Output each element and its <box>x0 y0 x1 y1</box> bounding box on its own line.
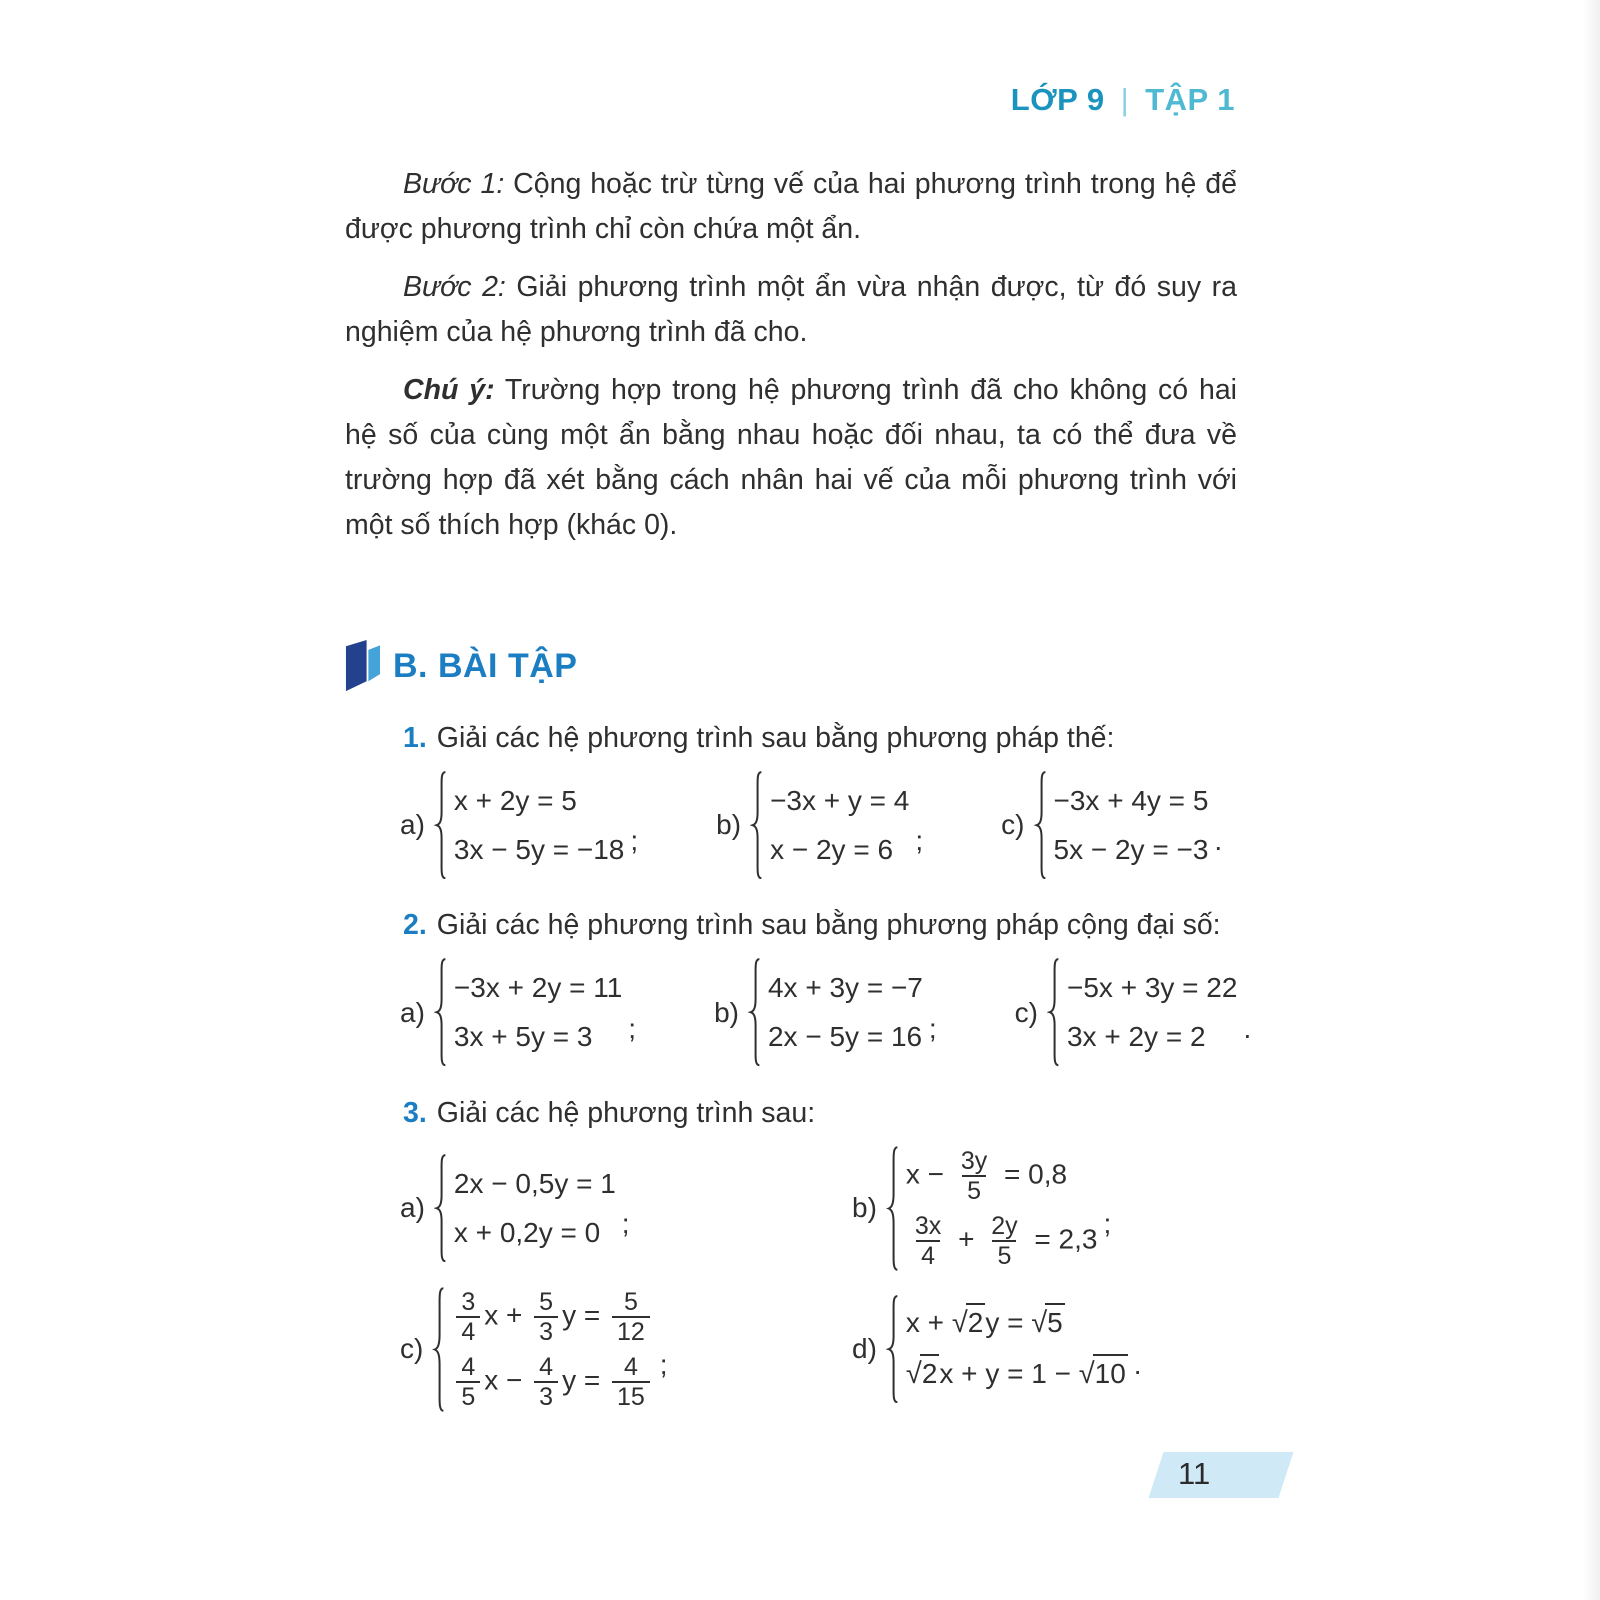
left-brace-icon <box>1034 771 1047 879</box>
system-label: c) <box>1014 996 1038 1028</box>
step2-lead: Bước 2: <box>403 271 506 304</box>
note-body: Trường hợp trong hệ phương trình đã cho không có hai hệ số của cùng một ẩn bằng nhau hoặc đối nhau, ta có thể đưa về trường hợp đã xét bằng cách nhân hai vế của mỗi phương trình với một số thích hợp (khác 0). <box>345 374 1237 542</box>
grade-label: LỚP 9 <box>1010 82 1105 117</box>
equation: 3x + 5y = 3 <box>453 1021 593 1053</box>
equation-system-1a <box>400 771 638 879</box>
equation: 4x + 3y = −7 <box>767 972 923 1004</box>
system-suffix: ; <box>659 1349 668 1381</box>
page-number-band <box>1149 1452 1294 1498</box>
exercise-3-col-a <box>400 1154 852 1262</box>
equation: 3x − 5y = −18 <box>453 833 625 865</box>
header-separator: | <box>1120 82 1130 117</box>
equation-system-2c <box>1015 958 1252 1066</box>
left-brace-icon <box>750 771 763 879</box>
equation: 5x − 2y = −3 <box>1053 833 1209 865</box>
exercise-2-systems <box>345 958 1252 1066</box>
system-label: a) <box>400 996 425 1028</box>
exercise-1-title <box>345 722 1237 755</box>
system-suffix: . <box>1214 825 1223 857</box>
equation: −5x + 3y = 22 <box>1066 972 1238 1004</box>
system-suffix: ; <box>630 825 639 857</box>
exercise-3-row-1 <box>345 1146 1237 1271</box>
equation: x − $\frac{3y}{5}$ = 0,8 <box>905 1146 1068 1205</box>
system-label: c) <box>1001 809 1025 841</box>
equation-system-3b <box>852 1146 1111 1271</box>
paragraph-step2 <box>345 265 1237 355</box>
equation-system-1c <box>1001 771 1222 879</box>
system-label: b) <box>714 996 739 1028</box>
equation: −3x + 4y = 5 <box>1053 784 1209 816</box>
equation: −3x + 2y = 11 <box>453 972 623 1004</box>
equation-system-3c <box>400 1287 668 1412</box>
step1-body: Cộng hoặc trừ từng vế của hai phương trình trong hệ để được phương trình chỉ còn chứa một ẩn. <box>345 168 1237 246</box>
exercise-2-number: 2. <box>403 909 427 942</box>
system-suffix: . <box>1243 1012 1252 1044</box>
system-label: a) <box>400 1192 425 1224</box>
system-suffix: ; <box>1103 1208 1112 1240</box>
step2-body: Giải phương trình một ẩn vừa nhận được, từ đó suy ra nghiệm của hệ phương trình đã cho. <box>345 271 1237 349</box>
section-b-header <box>345 640 1237 692</box>
system-suffix: . <box>1133 1349 1142 1381</box>
paragraph-step1 <box>345 162 1237 252</box>
system-suffix: ; <box>628 1012 637 1044</box>
system-suffix: ; <box>621 1208 630 1240</box>
equation: x + √2y = √5 <box>906 1302 1128 1346</box>
page-header <box>1011 82 1235 118</box>
volume-label: TẬP 1 <box>1145 82 1235 117</box>
left-brace-icon <box>886 1295 899 1403</box>
equation-system-1b <box>716 771 923 879</box>
equation: x + 0,2y = 0 <box>453 1216 601 1248</box>
equation: 2x − 5y = 16 <box>767 1021 923 1053</box>
exercise-1-title-text: Giải các hệ phương trình sau bằng phương pháp thế: <box>436 722 1115 755</box>
left-brace-icon <box>434 771 447 879</box>
equation: $\frac{3}{4}$ x + $\frac{5}{3}$ y = $\frac{5}{12}$ <box>452 1288 653 1346</box>
page-edge-shadow <box>1582 0 1600 1600</box>
left-brace-icon <box>432 1287 445 1412</box>
equation-system-2a <box>400 958 636 1066</box>
equation-system-3d <box>852 1295 1142 1403</box>
page-content <box>345 162 1252 1412</box>
exercise-3-title <box>345 1097 1237 1130</box>
equation: √2x + y = 1 − √10 <box>906 1353 1128 1397</box>
system-label: c) <box>400 1333 424 1365</box>
exercise-1-systems <box>345 771 1237 879</box>
system-label: b) <box>716 809 742 841</box>
left-brace-icon <box>434 1154 447 1262</box>
equation: x − 2y = 6 <box>770 833 894 865</box>
paragraph-note <box>345 368 1237 548</box>
system-suffix: ; <box>915 825 924 857</box>
section-marker-icon <box>345 640 381 692</box>
equation: x + 2y = 5 <box>453 784 577 816</box>
exercise-2-title-text: Giải các hệ phương trình sau bằng phương pháp cộng đại số: <box>436 909 1221 942</box>
exercise-2-title <box>345 909 1237 942</box>
page-number: 11 <box>1178 1456 1211 1491</box>
exercise-3-col-c <box>400 1287 852 1412</box>
left-brace-icon <box>434 958 447 1066</box>
exercise-3-number: 3. <box>403 1096 427 1129</box>
section-title: B. BÀI TẬP <box>393 646 578 685</box>
equation: 3x + 2y = 2 <box>1066 1021 1206 1053</box>
left-brace-icon <box>886 1146 899 1271</box>
equation: 2x − 0,5y = 1 <box>453 1167 616 1199</box>
system-label: a) <box>400 809 425 841</box>
equation: −3x + y = 4 <box>770 784 910 816</box>
note-lead: Chú ý: <box>403 374 495 407</box>
left-brace-icon <box>748 958 761 1066</box>
system-suffix: ; <box>928 1012 937 1044</box>
left-brace-icon <box>1047 958 1060 1066</box>
exercise-3-title-text: Giải các hệ phương trình sau: <box>436 1096 816 1129</box>
system-label: b) <box>852 1192 877 1224</box>
exercise-3-row-2 <box>345 1287 1237 1412</box>
step1-lead: Bước 1: <box>403 168 505 200</box>
exercise-1-number: 1. <box>403 722 427 755</box>
system-label: d) <box>852 1333 877 1365</box>
equation: $\frac{3x}{4}$ + $\frac{2y}{5}$ = 2,3 <box>914 1211 1098 1270</box>
equation-system-3a <box>400 1154 630 1262</box>
equation: $\frac{4}{5}$ x − $\frac{4}{3}$ y = $\frac{4}{15}$ <box>452 1353 653 1411</box>
equation-system-2b <box>714 958 937 1066</box>
